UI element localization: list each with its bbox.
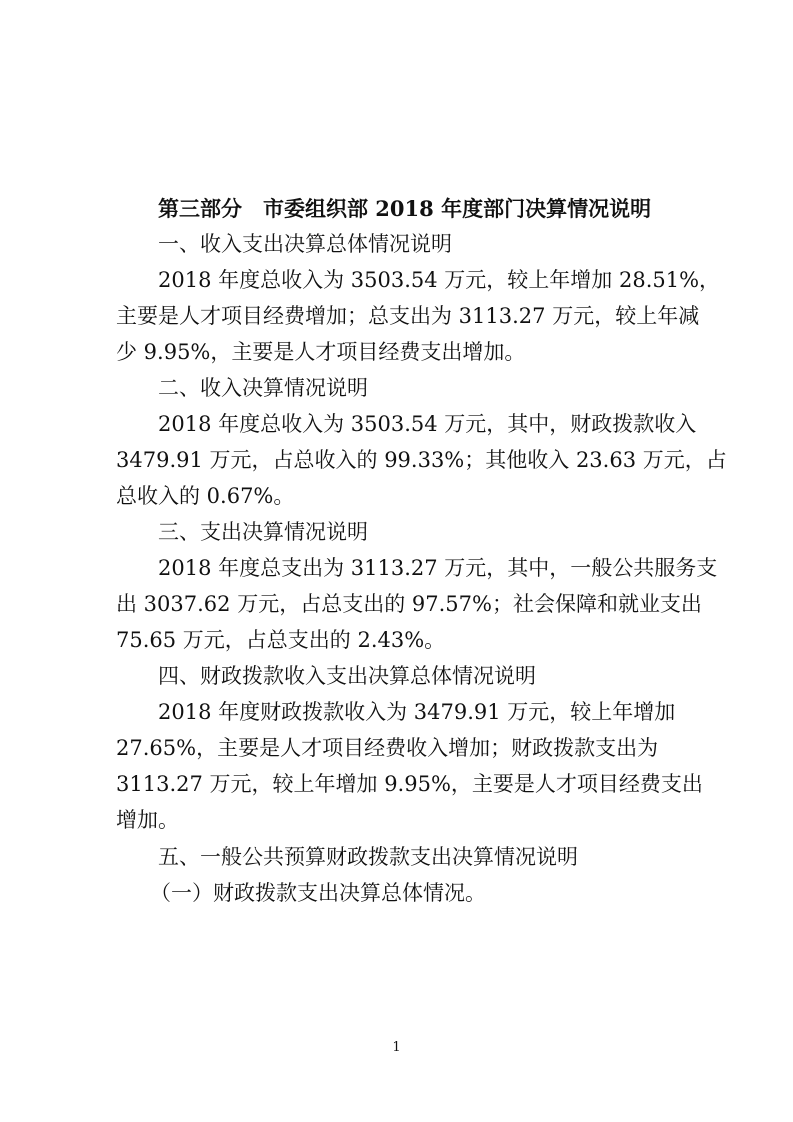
paragraph-line [0,337,793,367]
paragraph-line [0,409,793,439]
paragraph-line [0,481,793,511]
paragraph-line [0,301,793,331]
paragraph-line [0,805,793,835]
paragraph-text: 主要是人才项目经费增加；总支出为 3113.27 万元，较上年减 [116,304,700,328]
paragraph-text: 2018 年度总收入为 3503.54 万元，较上年增加 28.51%， [158,268,721,292]
paragraph-line [0,445,793,475]
paragraph-line [0,733,793,763]
section-heading-2 [0,373,793,403]
document-title [0,194,793,224]
section-heading-3 [0,517,793,547]
paragraph-text: 75.65 万元，占总支出的 2.43%。 [116,628,446,652]
paragraph-line [0,553,793,583]
section-heading-text: 四、财政拨款收入支出决算总体情况说明 [158,664,536,688]
document-title-text: 第三部分 市委组织部 2018 年度部门决算情况说明 [158,196,652,221]
section-heading-1 [0,229,793,259]
page-number: 1 [392,1040,401,1055]
paragraph-line [0,625,793,655]
paragraph-text: 出 3037.62 万元，占总支出的 97.57%；社会保障和就业支出 [116,592,702,616]
subsection-heading [0,878,793,908]
paragraph-text: 2018 年度财政拨款收入为 3479.91 万元，较上年增加 [158,700,676,724]
section-heading-text: 一、收入支出决算总体情况说明 [158,232,452,256]
paragraph-line [0,265,793,295]
paragraph-text: 2018 年度总收入为 3503.54 万元，其中，财政拨款收入 [158,412,697,436]
section-heading-5 [0,842,793,872]
paragraph-line [0,769,793,799]
section-heading-text: 五、一般公共预算财政拨款支出决算情况说明 [158,845,578,869]
paragraph-text: 增加。 [116,808,179,832]
section-heading-4 [0,661,793,691]
paragraph-text: 3479.91 万元，占总收入的 99.33%；其他收入 23.63 万元，占 [116,448,727,472]
paragraph-line [0,589,793,619]
paragraph-line [0,697,793,727]
paragraph-text: 总收入的 0.67%。 [116,484,295,508]
section-heading-text: 三、支出决算情况说明 [158,520,368,544]
paragraph-text: 少 9.95%，主要是人才项目经费支出增加。 [116,340,526,364]
subsection-heading-text: （一）财政拨款支出决算总体情况。 [150,881,486,905]
paragraph-text: 3113.27 万元，较上年增加 9.95%，主要是人才项目经费支出 [116,772,703,796]
section-heading-text: 二、收入决算情况说明 [158,376,368,400]
paragraph-text: 27.65%，主要是人才项目经费收入增加；财政拨款支出为 [116,736,659,760]
paragraph-text: 2018 年度总支出为 3113.27 万元，其中，一般公共服务支 [158,556,718,580]
